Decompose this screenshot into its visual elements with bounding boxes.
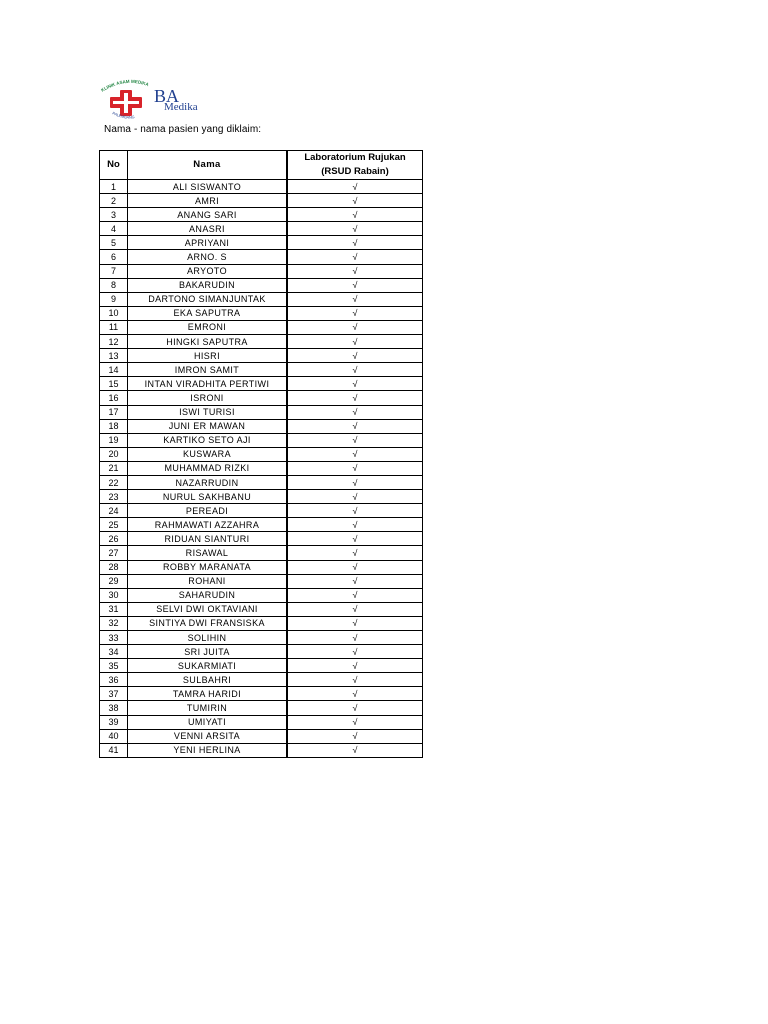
patient-name: RISAWAL bbox=[128, 546, 288, 560]
lab-check-mark: √ bbox=[287, 292, 423, 306]
header-laboratorium bbox=[287, 151, 423, 180]
lab-check-mark: √ bbox=[287, 405, 423, 419]
patient-name: ROBBY MARANATA bbox=[128, 560, 288, 574]
lab-check-mark: √ bbox=[287, 645, 423, 659]
patient-name: SAHARUDIN bbox=[128, 588, 288, 602]
patient-name: AMRI bbox=[128, 194, 288, 208]
row-number: 14 bbox=[100, 363, 128, 377]
row-number: 5 bbox=[100, 236, 128, 250]
lab-check-mark: √ bbox=[287, 687, 423, 701]
table-row bbox=[100, 194, 423, 208]
patient-name: APRIYANI bbox=[128, 236, 288, 250]
patient-name: ANASRI bbox=[128, 222, 288, 236]
table-row bbox=[100, 377, 423, 391]
patient-name: ANANG SARI bbox=[128, 208, 288, 222]
row-number: 13 bbox=[100, 349, 128, 363]
row-number: 10 bbox=[100, 306, 128, 320]
patient-name: ISRONI bbox=[128, 391, 288, 405]
patient-name: KUSWARA bbox=[128, 447, 288, 461]
logo-sub-caption: PALEMBANG bbox=[111, 111, 135, 120]
patient-name: TUMIRIN bbox=[128, 701, 288, 715]
table-row bbox=[100, 250, 423, 264]
table-row bbox=[100, 701, 423, 715]
patient-name: ARYOTO bbox=[128, 264, 288, 278]
row-number: 21 bbox=[100, 461, 128, 475]
lab-check-mark: √ bbox=[287, 264, 423, 278]
lab-check-mark: √ bbox=[287, 743, 423, 757]
patient-name: JUNI ER MAWAN bbox=[128, 419, 288, 433]
patient-name: HINGKI SAPUTRA bbox=[128, 335, 288, 349]
table-row bbox=[100, 222, 423, 236]
patient-name: ROHANI bbox=[128, 574, 288, 588]
lab-check-mark: √ bbox=[287, 701, 423, 715]
patient-claims-table bbox=[99, 150, 423, 758]
logo-arc-text: KLINIK ASAM MEDIKA bbox=[100, 78, 150, 93]
row-number: 3 bbox=[100, 208, 128, 222]
table-row bbox=[100, 631, 423, 645]
row-number: 8 bbox=[100, 278, 128, 292]
table-row bbox=[100, 264, 423, 278]
patient-name: EKA SAPUTRA bbox=[128, 306, 288, 320]
patient-name: DARTONO SIMANJUNTAK bbox=[128, 292, 288, 306]
row-number: 37 bbox=[100, 687, 128, 701]
row-number: 41 bbox=[100, 743, 128, 757]
lab-check-mark: √ bbox=[287, 673, 423, 687]
row-number: 38 bbox=[100, 701, 128, 715]
header-lab-line2: (RSUD Rabain) bbox=[321, 166, 389, 177]
patient-name: SUKARMIATI bbox=[128, 659, 288, 673]
lab-check-mark: √ bbox=[287, 546, 423, 560]
table-row bbox=[100, 574, 423, 588]
lab-check-mark: √ bbox=[287, 320, 423, 334]
row-number: 24 bbox=[100, 504, 128, 518]
row-number: 17 bbox=[100, 405, 128, 419]
lab-check-mark: √ bbox=[287, 377, 423, 391]
lab-check-mark: √ bbox=[287, 631, 423, 645]
table-row bbox=[100, 447, 423, 461]
patient-name: SELVI DWI OKTAVIANI bbox=[128, 602, 288, 616]
clinic-logo bbox=[98, 76, 210, 126]
table-row bbox=[100, 560, 423, 574]
table-row bbox=[100, 461, 423, 475]
table-row bbox=[100, 518, 423, 532]
table-row bbox=[100, 532, 423, 546]
table-row bbox=[100, 546, 423, 560]
row-number: 36 bbox=[100, 673, 128, 687]
header-no: No bbox=[100, 151, 128, 180]
lab-check-mark: √ bbox=[287, 180, 423, 194]
patient-name: NAZARRUDIN bbox=[128, 475, 288, 489]
row-number: 9 bbox=[100, 292, 128, 306]
row-number: 25 bbox=[100, 518, 128, 532]
row-number: 16 bbox=[100, 391, 128, 405]
row-number: 18 bbox=[100, 419, 128, 433]
row-number: 35 bbox=[100, 659, 128, 673]
table-row bbox=[100, 278, 423, 292]
table-row bbox=[100, 180, 423, 194]
patient-name: RAHMAWATI AZZAHRA bbox=[128, 518, 288, 532]
lab-check-mark: √ bbox=[287, 560, 423, 574]
lab-check-mark: √ bbox=[287, 588, 423, 602]
table-row bbox=[100, 335, 423, 349]
lab-check-mark: √ bbox=[287, 475, 423, 489]
table-row bbox=[100, 645, 423, 659]
lab-check-mark: √ bbox=[287, 602, 423, 616]
logo-brand-sub: Medika bbox=[164, 101, 198, 113]
row-number: 2 bbox=[100, 194, 128, 208]
table-row bbox=[100, 588, 423, 602]
header-nama: Nama bbox=[128, 151, 288, 180]
table-row bbox=[100, 208, 423, 222]
row-number: 27 bbox=[100, 546, 128, 560]
patient-name: SULBAHRI bbox=[128, 673, 288, 687]
table-row bbox=[100, 349, 423, 363]
lab-check-mark: √ bbox=[287, 306, 423, 320]
logo-brand-main: BA bbox=[154, 86, 180, 106]
table-row bbox=[100, 405, 423, 419]
lab-check-mark: √ bbox=[287, 419, 423, 433]
patient-name: PEREADI bbox=[128, 504, 288, 518]
lab-check-mark: √ bbox=[287, 349, 423, 363]
patient-name: EMRONI bbox=[128, 320, 288, 334]
patient-name: NURUL SAKHBANU bbox=[128, 490, 288, 504]
patient-name: VENNI ARSITA bbox=[128, 729, 288, 743]
table-row bbox=[100, 419, 423, 433]
row-number: 7 bbox=[100, 264, 128, 278]
row-number: 12 bbox=[100, 335, 128, 349]
row-number: 32 bbox=[100, 616, 128, 630]
clinic-logo-graphic bbox=[98, 76, 210, 126]
lab-check-mark: √ bbox=[287, 504, 423, 518]
patient-name: TAMRA HARIDI bbox=[128, 687, 288, 701]
row-number: 30 bbox=[100, 588, 128, 602]
lab-check-mark: √ bbox=[287, 447, 423, 461]
patient-name: SOLIHIN bbox=[128, 631, 288, 645]
row-number: 11 bbox=[100, 320, 128, 334]
lab-check-mark: √ bbox=[287, 222, 423, 236]
row-number: 34 bbox=[100, 645, 128, 659]
table-row bbox=[100, 475, 423, 489]
patient-name: KARTIKO SETO AJI bbox=[128, 433, 288, 447]
table-body bbox=[100, 180, 423, 758]
patient-name: UMIYATI bbox=[128, 715, 288, 729]
table-header-row bbox=[100, 151, 423, 180]
table-row bbox=[100, 743, 423, 757]
row-number: 4 bbox=[100, 222, 128, 236]
table-row bbox=[100, 616, 423, 630]
lab-check-mark: √ bbox=[287, 461, 423, 475]
lab-check-mark: √ bbox=[287, 518, 423, 532]
table-row bbox=[100, 306, 423, 320]
lab-check-mark: √ bbox=[287, 490, 423, 504]
lab-check-mark: √ bbox=[287, 194, 423, 208]
table-row bbox=[100, 391, 423, 405]
row-number: 22 bbox=[100, 475, 128, 489]
table-row bbox=[100, 729, 423, 743]
table-row bbox=[100, 687, 423, 701]
row-number: 33 bbox=[100, 631, 128, 645]
patient-name: SRI JUITA bbox=[128, 645, 288, 659]
lab-check-mark: √ bbox=[287, 659, 423, 673]
row-number: 20 bbox=[100, 447, 128, 461]
lab-check-mark: √ bbox=[287, 616, 423, 630]
table-row bbox=[100, 490, 423, 504]
lab-check-mark: √ bbox=[287, 250, 423, 264]
lab-check-mark: √ bbox=[287, 236, 423, 250]
patient-name: BAKARUDIN bbox=[128, 278, 288, 292]
row-number: 26 bbox=[100, 532, 128, 546]
patient-name: ALI SISWANTO bbox=[128, 180, 288, 194]
table-row bbox=[100, 659, 423, 673]
lab-check-mark: √ bbox=[287, 532, 423, 546]
patient-name: YENI HERLINA bbox=[128, 743, 288, 757]
patient-name: HISRI bbox=[128, 349, 288, 363]
row-number: 28 bbox=[100, 560, 128, 574]
row-number: 31 bbox=[100, 602, 128, 616]
lab-check-mark: √ bbox=[287, 715, 423, 729]
lab-check-mark: √ bbox=[287, 729, 423, 743]
patient-name: SINTIYA DWI FRANSISKA bbox=[128, 616, 288, 630]
table-row bbox=[100, 292, 423, 306]
patient-name: IMRON SAMIT bbox=[128, 363, 288, 377]
table-row bbox=[100, 433, 423, 447]
row-number: 23 bbox=[100, 490, 128, 504]
table-row bbox=[100, 320, 423, 334]
table-row bbox=[100, 504, 423, 518]
row-number: 39 bbox=[100, 715, 128, 729]
patient-name: MUHAMMAD RIZKI bbox=[128, 461, 288, 475]
patient-name: ISWI TURISI bbox=[128, 405, 288, 419]
patient-name: RIDUAN SIANTURI bbox=[128, 532, 288, 546]
patient-name: INTAN VIRADHITA PERTIWI bbox=[128, 377, 288, 391]
table-row bbox=[100, 236, 423, 250]
lab-check-mark: √ bbox=[287, 208, 423, 222]
table-row bbox=[100, 363, 423, 377]
row-number: 1 bbox=[100, 180, 128, 194]
lab-check-mark: √ bbox=[287, 433, 423, 447]
row-number: 15 bbox=[100, 377, 128, 391]
lab-check-mark: √ bbox=[287, 574, 423, 588]
lab-check-mark: √ bbox=[287, 335, 423, 349]
lab-check-mark: √ bbox=[287, 391, 423, 405]
lab-check-mark: √ bbox=[287, 278, 423, 292]
table-row bbox=[100, 602, 423, 616]
lab-check-mark: √ bbox=[287, 363, 423, 377]
patient-name: ARNO. S bbox=[128, 250, 288, 264]
row-number: 40 bbox=[100, 729, 128, 743]
table-row bbox=[100, 673, 423, 687]
header-lab-line1: Laboratorium Rujukan bbox=[304, 152, 406, 163]
table-row bbox=[100, 715, 423, 729]
row-number: 6 bbox=[100, 250, 128, 264]
row-number: 29 bbox=[100, 574, 128, 588]
intro-text: Nama - nama pasien yang diklaim: bbox=[104, 124, 262, 135]
row-number: 19 bbox=[100, 433, 128, 447]
